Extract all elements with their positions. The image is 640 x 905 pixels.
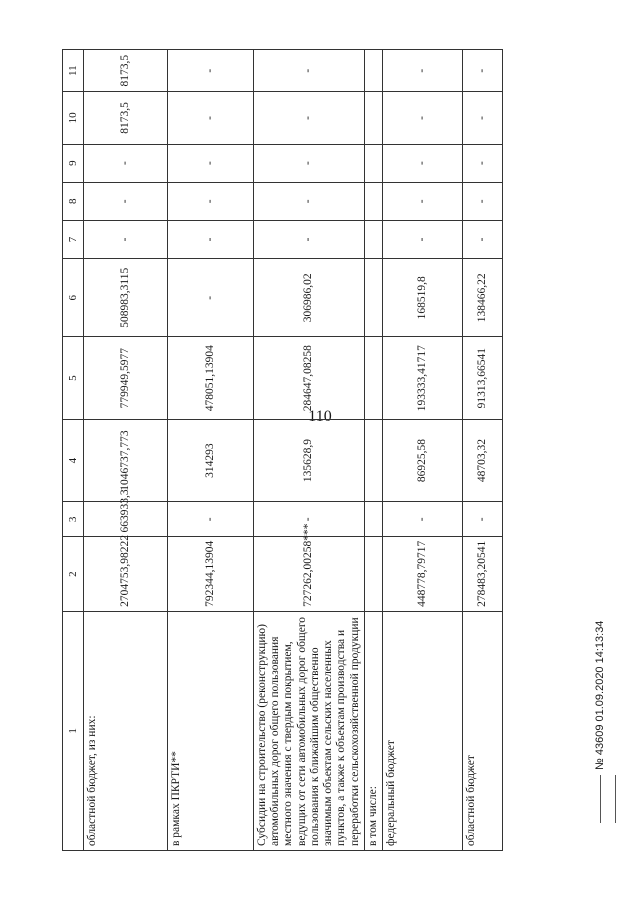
table-cell: - [84,182,168,220]
table-cell: - [168,502,254,537]
table-cell: 478051,13904 [168,337,254,419]
table-cell: - [168,182,254,220]
table-cell: - [168,220,254,258]
table-cell: 138466,22 [462,259,502,337]
row-label: областной бюджет, из них: [84,611,168,850]
table-cell: - [382,92,462,144]
registration-stamp [594,620,616,770]
table-cell: 48703,32 [462,419,502,501]
table-cell: 727262,00258*** [254,537,365,611]
table-cell: - [84,220,168,258]
table-row [462,50,502,851]
col-header: 3 [63,502,84,537]
table-cell: 448778,79717 [382,537,462,611]
table-cell: - [462,220,502,258]
table-cell: - [168,259,254,337]
table-cell: - [254,92,365,144]
registration-stamp-text: № 43609 01.09.2020 14:13:34 [594,620,606,770]
table-cell: - [462,182,502,220]
col-header: 7 [63,220,84,258]
page-number: 110 [308,408,332,425]
table-cell [364,220,382,258]
col-header: 11 [63,50,84,92]
table-cell: - [254,182,365,220]
table-row [254,50,365,851]
col-header: 10 [63,92,84,144]
col-header: 6 [63,259,84,337]
table-cell: 508983,3115 [84,259,168,337]
table-cell: - [462,92,502,144]
table-cell: - [168,92,254,144]
table-row [168,50,254,851]
table-cell: 314293 [168,419,254,501]
col-header: 8 [63,182,84,220]
row-label: областной бюджет [462,611,502,850]
table-cell: - [382,502,462,537]
table-cell: - [462,144,502,182]
table-cell: - [254,144,365,182]
table-cell: 91313,66541 [462,337,502,419]
table-container [62,49,498,851]
row-label: в том числе: [364,611,382,850]
table-cell: 663933,3 [84,502,168,537]
row-label: федеральный бюджет [382,611,462,850]
table-cell: 135628,9 [254,419,365,501]
table-cell: 284647,08258 [254,337,365,419]
table-cell: - [382,220,462,258]
table-cell: 779949,5977 [84,337,168,419]
table-cell: 8173,5 [84,50,168,92]
table-cell: 168519,8 [382,259,462,337]
col-header: 4 [63,419,84,501]
col-header: 9 [63,144,84,182]
table-row [364,50,382,851]
table-cell: - [254,50,365,92]
table-row [84,50,168,851]
table-cell [364,144,382,182]
table-cell: - [462,502,502,537]
table-row [382,50,462,851]
table-cell [364,92,382,144]
table-cell: - [84,144,168,182]
col-header: 2 [63,537,84,611]
row-label: в рамках ПКРТИ** [168,611,254,850]
col-header: 1 [63,611,84,850]
table-cell [364,502,382,537]
table-cell: 193333,41717 [382,337,462,419]
table-cell: - [382,50,462,92]
header-row [63,50,84,851]
budget-table [62,49,503,851]
table-cell: 792344,13904 [168,537,254,611]
table-cell: 8173,5 [84,92,168,144]
table-cell: 306986,02 [254,259,365,337]
table-cell: - [168,50,254,92]
row-label: Субсидии на строительство (реконструкцию) автомобильных дорог общего пользования местного значения с твердым покрытием, ведущих от сети автомобильных дорог общего пользования к ближайшим общественно значимым объектам сельских населенных пунктов, а также к объектам производства и переработки сельскохозяйственной продукции [254,611,365,850]
table-cell [364,259,382,337]
col-header: 5 [63,337,84,419]
table-cell: - [254,220,365,258]
table-cell: 1046737,773 [84,419,168,501]
table-cell [364,50,382,92]
table-cell: - [462,50,502,92]
table-cell: - [168,144,254,182]
table-cell [364,182,382,220]
logo-mark [600,775,616,823]
table-cell: 86925,58 [382,419,462,501]
table-cell: - [254,502,365,537]
table-cell [364,337,382,419]
table-cell [364,419,382,501]
table-cell: - [382,144,462,182]
table-cell: 2704753,98222 [84,537,168,611]
table-cell: 278483,20541 [462,537,502,611]
table-cell: - [382,182,462,220]
table-cell [364,537,382,611]
